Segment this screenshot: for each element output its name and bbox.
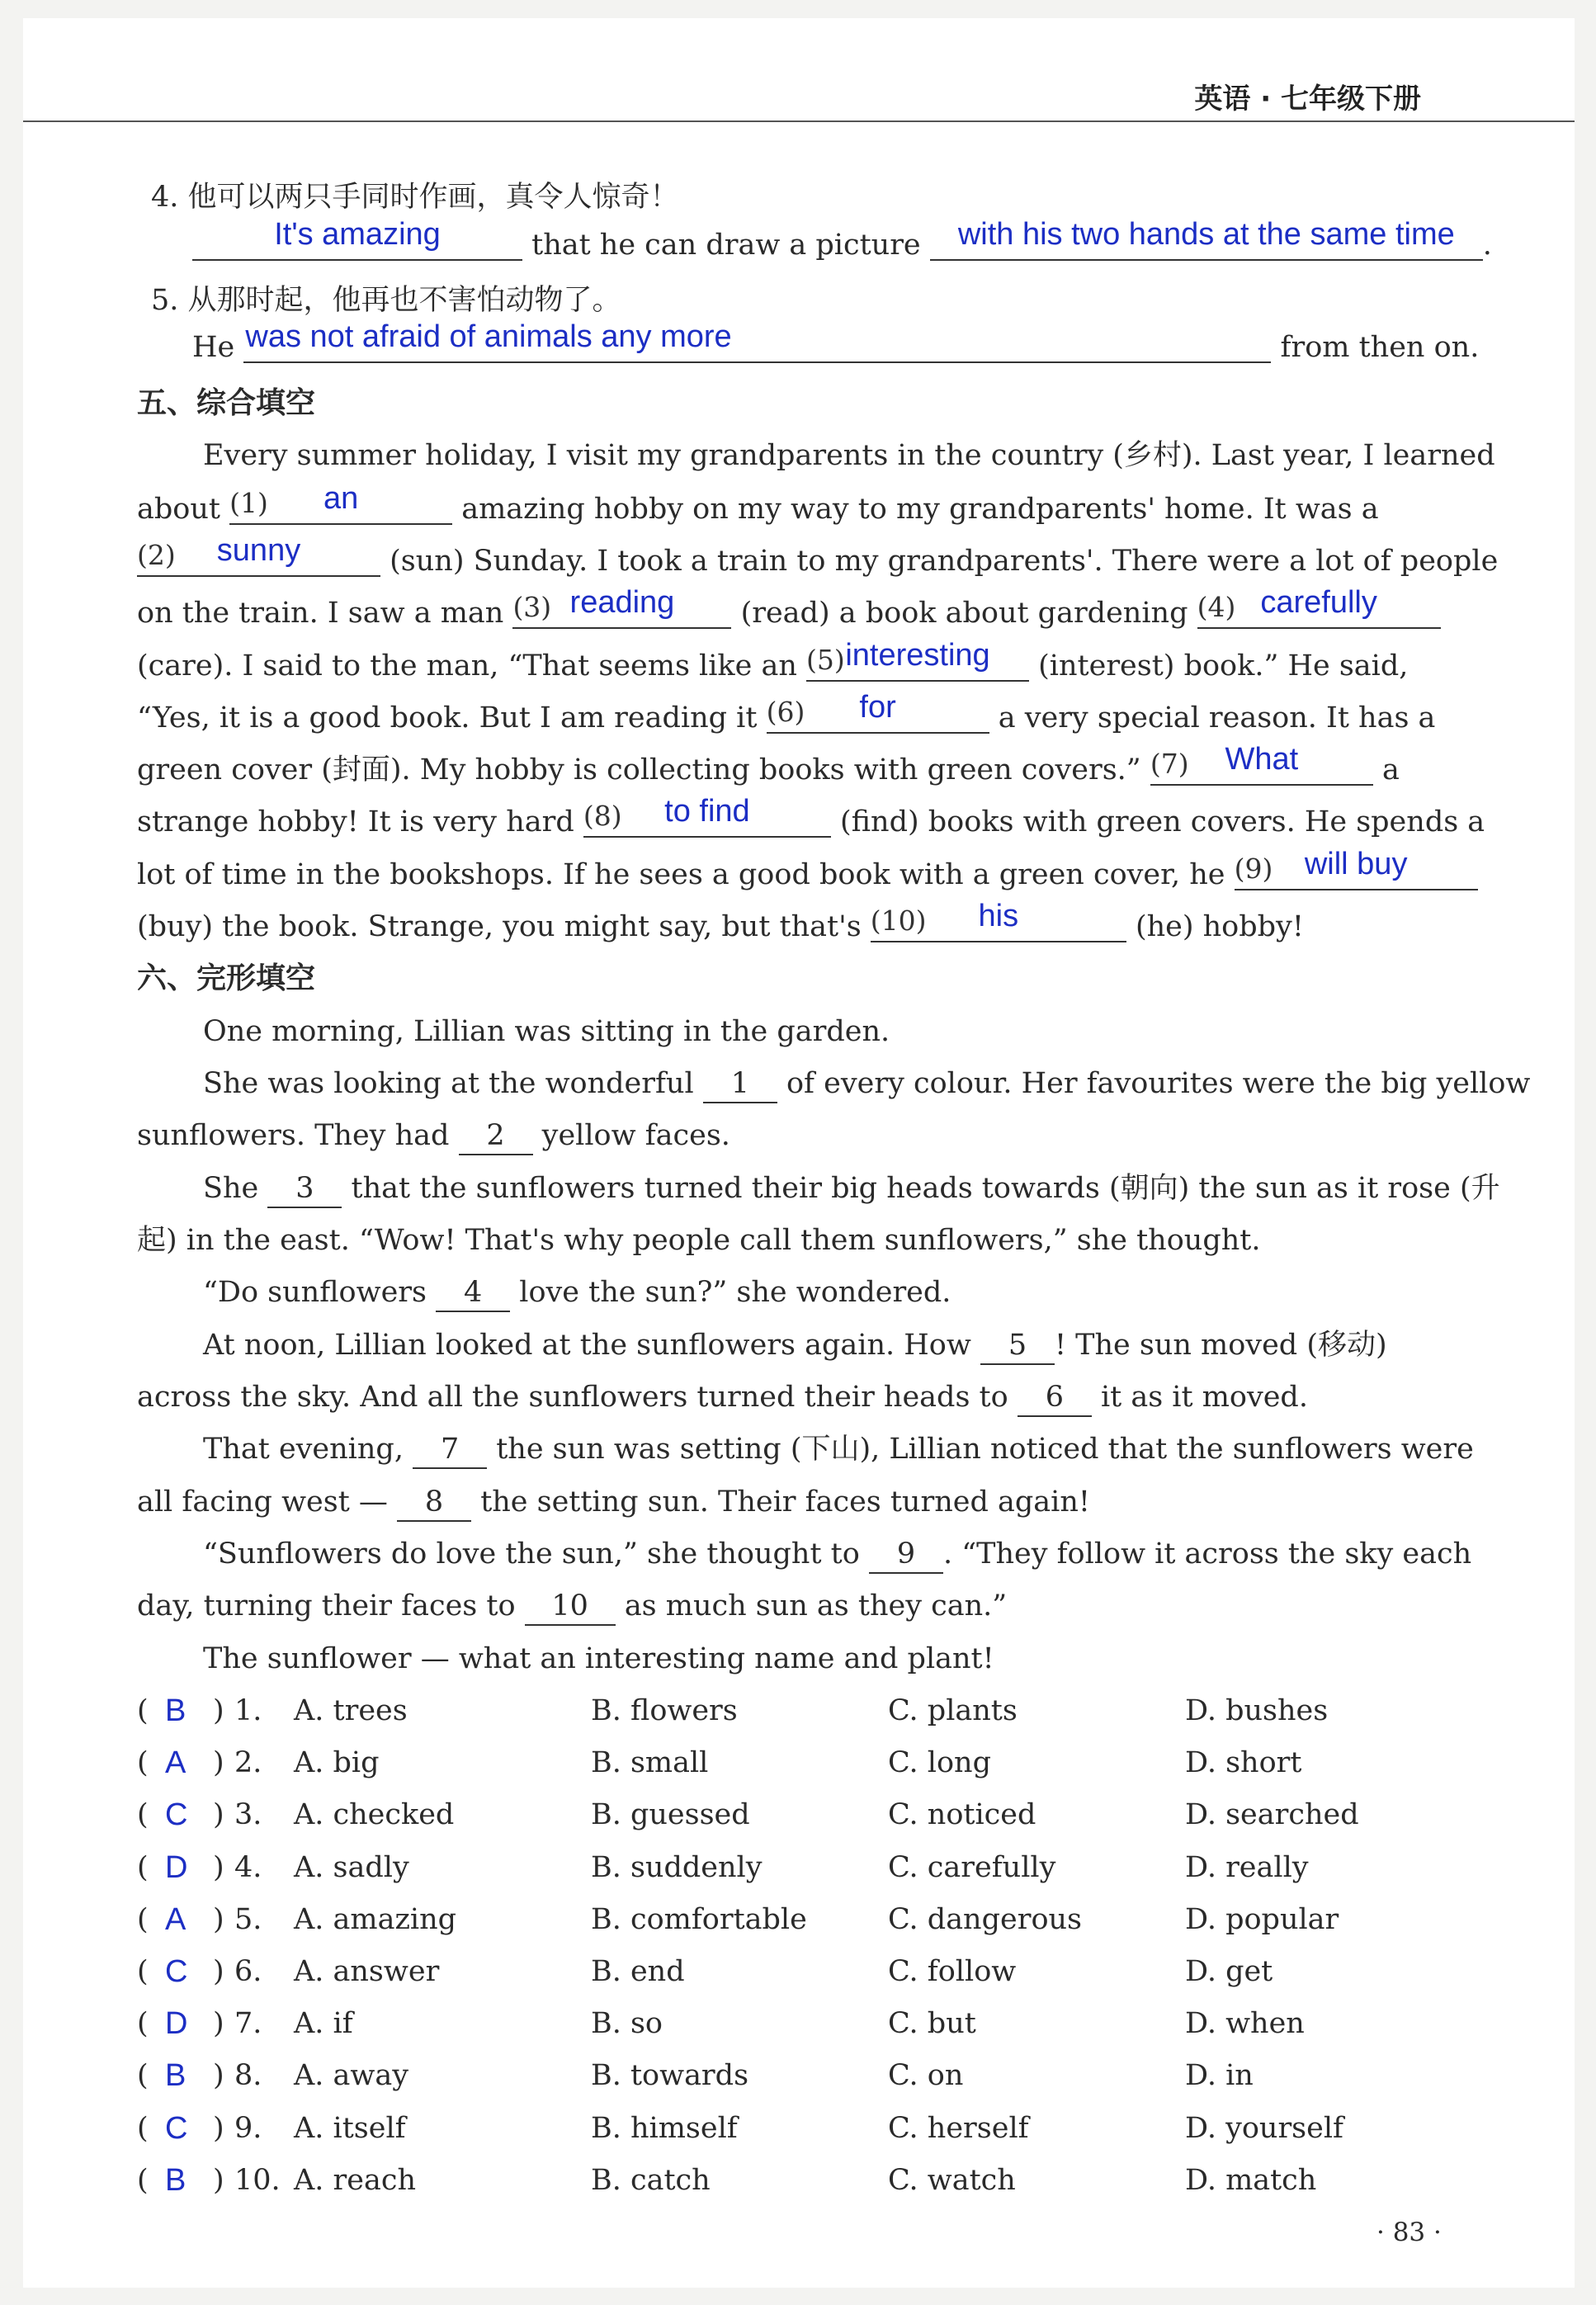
- option-a: A. amazing: [294, 1902, 457, 1936]
- s5-blank-5[interactable]: (5) interesting: [806, 647, 1029, 682]
- option-c: C. noticed: [888, 1798, 1036, 1832]
- answer-choice[interactable]: A: [165, 1901, 187, 1937]
- cloze-blank-8[interactable]: 8: [397, 1484, 471, 1522]
- paren-close: ): [213, 1850, 224, 1884]
- q5-sentence: He was not afraid of animals any more from then on.: [192, 319, 1480, 364]
- paren-close: ): [213, 2007, 224, 2041]
- option-d: D. bushes: [1185, 1694, 1329, 1727]
- option-b: B. himself: [591, 2111, 738, 2145]
- cloze-blank-3[interactable]: 3: [267, 1170, 342, 1208]
- cloze-blank-4[interactable]: 4: [436, 1274, 510, 1312]
- question-number: 2.: [234, 1746, 262, 1780]
- option-c: C. carefully: [888, 1850, 1056, 1884]
- q5-blank[interactable]: was not afraid of animals any more: [243, 328, 1271, 363]
- s5-blank-6[interactable]: (6) for: [767, 699, 989, 734]
- option-row: [137, 1901, 1490, 1938]
- paren-open: (: [137, 1850, 149, 1884]
- paren-close: ): [213, 1746, 224, 1780]
- s5-line-8: strange hobby! It is very hard (8) to find (find) books with green covers. He spends a: [137, 794, 1485, 838]
- option-b: B. end: [591, 1955, 685, 1988]
- s6-line-8: across the sky. And all the sunflowers turned their heads to 6 it as it moved.: [137, 1379, 1490, 1417]
- q4-blank-1[interactable]: It's amazing: [192, 226, 522, 261]
- q5-chinese: 5. 从那时起，他再也不害怕动物了。: [151, 284, 621, 317]
- s6-line-12: day, turning their faces to 10 as much sun as they can.”: [137, 1588, 1490, 1626]
- option-c: C. dangerous: [888, 1902, 1083, 1936]
- answer-choice[interactable]: C: [165, 2110, 188, 2146]
- option-b: B. small: [591, 1746, 709, 1780]
- s6-para-1: One morning, Lillian was sitting in the garden.: [203, 1015, 890, 1048]
- option-a: A. itself: [294, 2111, 406, 2145]
- question-number: 7.: [234, 2007, 262, 2041]
- option-c: C. plants: [888, 1694, 1018, 1727]
- worksheet-page: [23, 18, 1575, 2288]
- paren-close: ): [213, 1902, 224, 1936]
- option-c: C. herself: [888, 2111, 1029, 2145]
- answer-choice[interactable]: B: [165, 2058, 187, 2094]
- option-d: D. yourself: [1185, 2111, 1344, 2145]
- cloze-blank-2[interactable]: 2: [459, 1117, 533, 1155]
- s6-line-7: At noon, Lillian looked at the sunflowers again. How 5 ! The sun moved (移动): [203, 1327, 1490, 1365]
- paren-close: ): [213, 2059, 224, 2093]
- paren-open: (: [137, 2007, 149, 2041]
- s6-line-3: sunflowers. They had 2 yellow faces.: [137, 1117, 1490, 1155]
- paren-open: (: [137, 2163, 149, 2197]
- option-b: B. catch: [591, 2163, 711, 2197]
- q4-blank-2[interactable]: with his two hands at the same time: [930, 226, 1483, 261]
- s5-line-10: (buy) the book. Strange, you might say, but that's (10) his (he) hobby!: [137, 899, 1304, 943]
- s5-line-4: on the train. I saw a man (3) reading (read) a book about gardening (4) carefully: [137, 594, 1490, 631]
- option-c: C. long: [888, 1746, 991, 1780]
- cloze-blank-1[interactable]: 1: [703, 1065, 777, 1103]
- paren-open: (: [137, 1694, 149, 1727]
- option-d: D. get: [1185, 1955, 1273, 1988]
- paren-open: (: [137, 2059, 149, 2093]
- s5-blank-7[interactable]: (7) What: [1150, 751, 1373, 786]
- answer-choice[interactable]: D: [165, 1849, 188, 1885]
- option-b: B. comfortable: [591, 1902, 807, 1936]
- question-number: 9.: [234, 2111, 262, 2145]
- cloze-blank-7[interactable]: 7: [413, 1431, 487, 1469]
- s5-line-6: “Yes, it is a good book. But I am reading it (6) for a very special reason. It has a: [137, 690, 1436, 734]
- option-a: A. answer: [294, 1955, 440, 1988]
- header-divider: [23, 120, 1575, 122]
- option-c: C. but: [888, 2007, 976, 2041]
- s6-line-13: The sunflower — what an interesting name and plant!: [203, 1642, 994, 1675]
- s5-line-7: green cover (封面). My hobby is collecting books with green covers.” (7) What a: [137, 742, 1400, 786]
- page-number: · 83 ·: [1376, 2218, 1442, 2247]
- s5-line-5: (care). I said to the man, “That seems like an (5) interesting (interest) book.” He said,: [137, 638, 1409, 683]
- s6-line-4: She 3 that the sunflowers turned their big heads towards (朝向) the sun as it rose (升: [203, 1170, 1490, 1208]
- option-a: A. reach: [294, 2163, 416, 2197]
- option-a: A. sadly: [294, 1850, 409, 1884]
- paren-close: ): [213, 2111, 224, 2145]
- q4-chinese: 4. 他可以两只手同时作画，真令人惊奇！: [151, 181, 679, 214]
- header-title: 英语 · 七年级下册: [1194, 83, 1421, 116]
- option-a: A. checked: [294, 1798, 455, 1832]
- s5-blank-8[interactable]: (8) to find: [583, 803, 831, 838]
- question-number: 1.: [234, 1694, 262, 1727]
- s6-line-10: all facing west — 8 the setting sun. Their faces turned again!: [137, 1484, 1490, 1522]
- answer-choice[interactable]: B: [165, 2162, 187, 2198]
- option-b: B. towards: [591, 2059, 749, 2093]
- answer-choice[interactable]: C: [165, 1954, 188, 1989]
- cloze-blank-6[interactable]: 6: [1018, 1379, 1092, 1417]
- question-number: 4.: [234, 1850, 262, 1884]
- option-c: C. follow: [888, 1955, 1017, 1988]
- option-b: B. flowers: [591, 1694, 738, 1727]
- option-c: C. watch: [888, 2163, 1016, 2197]
- section-6-title: 六、完形填空: [137, 961, 316, 995]
- option-c: C. on: [888, 2059, 964, 2093]
- s5-blank-1[interactable]: (1) an: [229, 490, 452, 525]
- question-number: 8.: [234, 2059, 262, 2093]
- question-number: 10.: [234, 2163, 281, 2197]
- answer-choice[interactable]: C: [165, 1797, 188, 1833]
- s5-blank-9[interactable]: (9) will buy: [1235, 856, 1478, 890]
- paren-close: ): [213, 2163, 224, 2197]
- option-d: D. in: [1185, 2059, 1254, 2093]
- question-number: 6.: [234, 1955, 262, 1988]
- option-row: [137, 2110, 1490, 2147]
- option-b: B. guessed: [591, 1798, 750, 1832]
- option-d: D. when: [1185, 2007, 1305, 2041]
- option-row: [137, 1849, 1490, 1886]
- paren-open: (: [137, 1798, 149, 1832]
- paren-close: ): [213, 1955, 224, 1988]
- cloze-blank-5[interactable]: 5: [980, 1327, 1055, 1365]
- option-row: [137, 2005, 1490, 2042]
- s6-line-6: “Do sunflowers 4 love the sun?” she wondered.: [203, 1274, 1490, 1312]
- q4-sentence: It's amazing that he can draw a picture with his two hands at the same time .: [192, 226, 1492, 263]
- option-row: [137, 1953, 1490, 1990]
- answer-choice[interactable]: D: [165, 2006, 188, 2042]
- option-row: [137, 1797, 1490, 1833]
- option-a: A. trees: [294, 1694, 408, 1727]
- s5-blank-2[interactable]: (2) sunny: [137, 542, 380, 577]
- paren-open: (: [137, 1902, 149, 1936]
- s5-blank-4[interactable]: (4) carefully: [1197, 594, 1441, 629]
- option-b: B. suddenly: [591, 1850, 763, 1884]
- option-d: D. short: [1185, 1746, 1302, 1780]
- paren-open: (: [137, 2111, 149, 2145]
- s5-line-1: Every summer holiday, I visit my grandparents in the country (乡村). Last year, I learned: [203, 439, 1495, 472]
- option-row: [137, 1693, 1490, 1729]
- option-d: D. match: [1185, 2163, 1317, 2197]
- paren-close: ): [213, 1798, 224, 1832]
- paren-open: (: [137, 1955, 149, 1988]
- s5-blank-3[interactable]: (3) reading: [512, 594, 731, 629]
- answer-choice[interactable]: A: [165, 1745, 187, 1781]
- option-row: [137, 2057, 1490, 2094]
- paren-close: ): [213, 1694, 224, 1727]
- s6-line-9: That evening, 7 the sun was setting (下山), Lillian noticed that the sunflowers were: [203, 1431, 1490, 1469]
- option-row: [137, 1745, 1490, 1781]
- s5-line-3: (2) sunny (sun) Sunday. I took a train to my grandparents'. There were a lot of people: [137, 533, 1499, 578]
- option-a: A. if: [294, 2007, 353, 2041]
- s5-blank-10[interactable]: (10) his: [871, 908, 1126, 942]
- option-d: D. popular: [1185, 1902, 1339, 1936]
- option-d: D. really: [1185, 1850, 1309, 1884]
- question-number: 5.: [234, 1902, 262, 1936]
- s6-line-5: 起) in the east. “Wow! That's why people call them sunflowers,” she thought.: [137, 1224, 1261, 1257]
- section-5-title: 五、综合填空: [137, 386, 316, 420]
- question-number: 3.: [234, 1798, 262, 1832]
- option-d: D. searched: [1185, 1798, 1359, 1832]
- option-a: A. big: [294, 1746, 380, 1780]
- option-a: A. away: [294, 2059, 408, 2093]
- option-b: B. so: [591, 2007, 663, 2041]
- s6-line-11: “Sunflowers do love the sun,” she thought to 9 . “They follow it across the sky each: [203, 1536, 1490, 1574]
- s6-line-2: She was looking at the wonderful 1 of every colour. Her favourites were the big yellow: [203, 1065, 1490, 1103]
- cloze-blank-10[interactable]: 10: [525, 1588, 616, 1626]
- cloze-blank-9[interactable]: 9: [869, 1536, 943, 1574]
- option-row: [137, 2162, 1490, 2199]
- s5-line-9: lot of time in the bookshops. If he sees a good book with a green cover, he (9) will buy: [137, 856, 1490, 893]
- answer-choice[interactable]: B: [165, 1693, 187, 1728]
- s5-line-2: about (1) an amazing hobby on my way to my grandparents' home. It was a: [137, 481, 1379, 526]
- paren-open: (: [137, 1746, 149, 1780]
